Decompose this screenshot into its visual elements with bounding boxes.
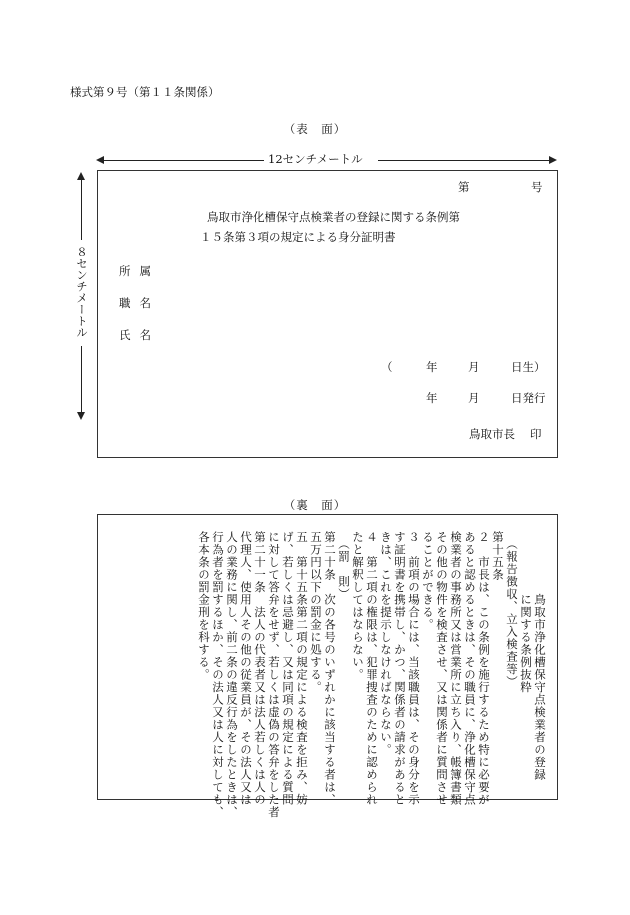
card-number-prefix: 第 — [458, 180, 470, 194]
height-dimension-line-top — [81, 180, 82, 240]
width-arrow-right-icon — [549, 156, 557, 164]
height-arrow-top-icon — [77, 172, 85, 180]
excerpt-line: 代理人、使用人その他の従業員が、その法人又は — [239, 531, 253, 806]
excerpt-line: たと解釈してはならない。 — [351, 531, 365, 681]
excerpt-line: 鳥取市浄化槽保守点検業者の登録 — [533, 531, 547, 781]
seal-mark: 印 — [530, 427, 542, 441]
issue-date-year: 年 — [426, 391, 438, 405]
excerpt-line: に関する条例抜粋 — [519, 531, 533, 694]
issue-date-day: 日発行 — [511, 391, 546, 405]
excerpt-line: げ、若しくは忌避し、又は同項の規定による質問 — [281, 531, 295, 806]
front-side-heading: （表 面） — [283, 122, 347, 136]
excerpt-line: ２ 市長は、この条例を施行するため特に必要が — [477, 531, 491, 806]
excerpt-line: す証明書を携帯し、かつ、関係者の請求があると — [393, 531, 407, 806]
excerpt-line: ３ 前項の場合には、当該職員は、その身分を示 — [407, 531, 421, 806]
height-dimension-line-bottom — [81, 346, 82, 412]
excerpt-line: きは、これを提示しなければならない。 — [379, 531, 393, 756]
excerpt-line: （報告徴収、立入検査等） — [505, 531, 519, 688]
excerpt-line: 検業者の事務所又は営業所に立ち入り、帳簿書類 — [449, 531, 463, 806]
form-number-label: 様式第９号（第１１条関係） — [70, 85, 220, 99]
card-title-line-2: １５条第３項の規定による身分証明書 — [200, 230, 396, 244]
birthdate-open-paren: （ — [381, 360, 393, 374]
width-dimension-line-right — [378, 160, 549, 161]
birthdate-year: 年 — [426, 360, 438, 374]
excerpt-line: （罰 則） — [337, 531, 351, 601]
excerpt-line: 人の業務に関し、前二条の違反行為をしたときは、 — [225, 531, 239, 819]
field-label-job-title: 職名 — [119, 296, 160, 310]
back-side-heading: （裏 面） — [283, 498, 347, 512]
width-dimension-line-left — [101, 160, 264, 161]
issue-date-month: 月 — [468, 391, 480, 405]
excerpt-line: 第十五条 — [491, 531, 505, 581]
birthdate-day: 日生） — [511, 360, 546, 374]
excerpt-line: あると認めるときは、その職員に、浄化槽保守点 — [463, 531, 477, 806]
issuer-name: 鳥取市長 — [469, 427, 515, 441]
field-label-name: 氏名 — [119, 328, 160, 342]
excerpt-line: 行為者を罰するほか、その法人又は人に対しても、 — [211, 531, 225, 819]
ordinance-excerpt-text — [107, 531, 547, 819]
height-arrow-bottom-icon — [77, 412, 85, 420]
birthdate-month: 月 — [468, 360, 480, 374]
excerpt-line: ることができる。 — [421, 531, 435, 631]
excerpt-line: に対して答弁をせず、若しくは虚偽の答弁をした者 — [267, 531, 281, 819]
height-dimension-label: ８センチメートル — [75, 246, 89, 338]
width-dimension-label: 12センチメートル — [268, 152, 363, 166]
excerpt-line: その他の物件を検査させ、又は関係者に質問させ — [435, 531, 449, 806]
excerpt-line: 第二十条 次の各号のいずれかに該当する者は、 — [323, 531, 337, 806]
field-label-affiliation: 所属 — [119, 264, 160, 278]
card-number-suffix: 号 — [531, 180, 543, 194]
excerpt-line: 各本条の罰金刑を科する。 — [197, 531, 211, 681]
excerpt-line: 五万円以下の罰金に処する。 — [309, 531, 323, 694]
excerpt-line: 第二十一条 法人の代表者又は法人若しくは人の — [253, 531, 267, 806]
excerpt-line: ４ 第二項の権限は、犯罪捜査のために認められ — [365, 531, 379, 806]
card-title-line-1: 鳥取市浄化槽保守点検業者の登録に関する条例第 — [207, 210, 460, 224]
excerpt-line: 五 第十五条第二項の規定による検査を拒み、妨 — [295, 531, 309, 806]
